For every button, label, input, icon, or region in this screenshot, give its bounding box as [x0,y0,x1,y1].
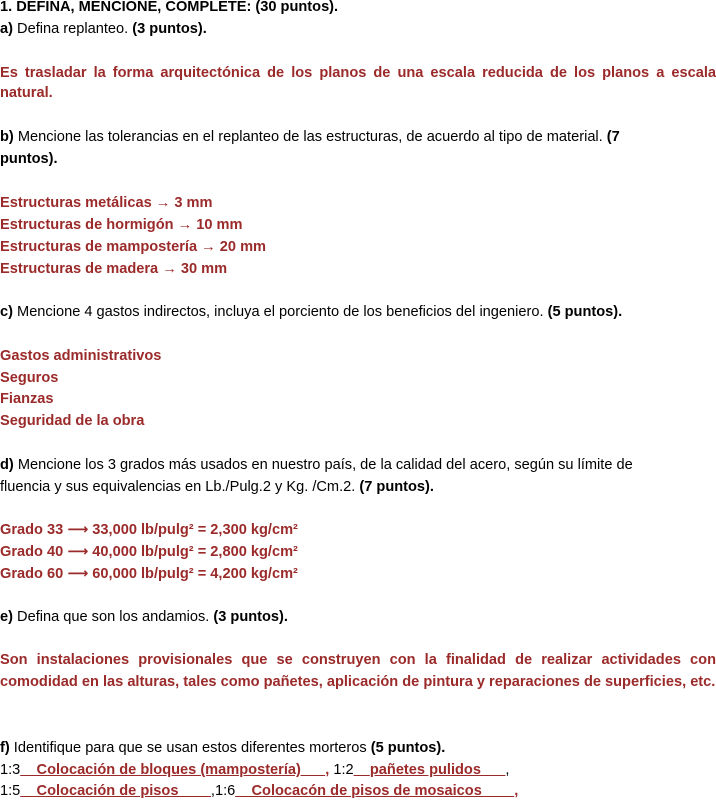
question-a [0,19,207,39]
mortar-ratio: 1:5 [0,783,21,799]
mortar-use-answer: __Colocacón de pisos de mosaicos____, [235,783,519,799]
question-text: fluencia y sus equivalencias en Lb./Pulg.2 y Kg. /Cm.2. [0,479,360,495]
mortar-use-answer: __Colocación de pisos____ [20,783,211,799]
answer-c-item: Gastos administrativos [0,348,162,364]
answer-c-item: Seguridad de la obra [0,413,145,429]
answer-b-item: Estructuras metálicas → 3 mm [0,195,213,211]
separator: , [505,762,510,778]
mortar-row-1 [0,760,509,780]
question-text: Mencione los 3 grados más usados en nuestro país, de la calidad del acero, según su límite de [13,457,633,473]
question-points: (3 puntos). [132,21,207,37]
question-letter: d) [0,457,14,473]
answer-c-item: Seguros [0,370,59,386]
question-b [0,127,620,147]
question-c [0,302,622,322]
answer-b-item: Estructuras de mampostería → 20 mm [0,239,267,255]
question-points: (7 puntos). [359,479,434,495]
answer-a: Es trasladar la forma arquitectónica de los planos de una escala reducida de los planos a escala natural. [0,65,716,101]
question-text: Defina replanteo. [12,21,133,37]
question-points-continued: puntos). [0,151,58,167]
mortar-row-2 [0,781,518,801]
question-text: Identifique para que se usan estos diferentes morteros [9,740,371,756]
question-letter: a) [0,21,13,37]
question-f [0,738,445,758]
question-letter: c) [0,304,13,320]
section-heading: 1. DEFINA, MENCIONE, COMPLETE: (30 puntos). [0,0,339,15]
answer-c-item: Fianzas [0,391,54,407]
question-e [0,607,288,627]
answer-d-item: Grado 33 ⟶ 33,000 lb/pulg² = 2,300 kg/cm² [0,522,298,538]
question-points: (5 puntos). [370,740,446,756]
mortar-use-answer: __Colocación de bloques (mampostería)___, [20,762,330,778]
mortar-use-answer: __pañetes pulidos___ [353,762,506,778]
question-letter: b) [0,129,14,145]
question-letter: e) [0,609,13,625]
answer-b-item: Estructuras de hormigón → 10 mm [0,217,243,233]
question-text: Mencione las tolerancias en el replanteo de las estructuras, de acuerdo al tipo de material. [13,129,607,145]
answer-b-item: Estructuras de madera → 30 mm [0,261,228,277]
answer-d-item: Grado 40 ⟶ 40,000 lb/pulg² = 2,800 kg/cm² [0,544,298,560]
answer-d-item: Grado 60 ⟶ 60,000 lb/pulg² = 4,200 kg/cm² [0,566,298,582]
question-points: (5 puntos). [547,304,623,320]
mortar-ratio: 1:2 [329,762,354,778]
question-d-continued [0,477,434,497]
mortar-ratio: 1:3 [0,762,21,778]
answer-e: Son instalaciones provisionales que se construyen con la finalidad de realizar actividades con comodidad en las alturas, tales como pañetes, aplicación de pintura y reparaciones de superficies, etc. [0,652,716,690]
mortar-ratio: ,1:6 [210,783,236,799]
question-letter: f) [0,740,10,756]
question-points: (7 [606,129,620,145]
question-d [0,455,633,475]
question-text: Mencione 4 gastos indirectos, incluya el porciento de los beneficios del ingeniero. [12,304,548,320]
question-text: Defina que son los andamios. [12,609,214,625]
question-points: (3 puntos). [213,609,288,625]
